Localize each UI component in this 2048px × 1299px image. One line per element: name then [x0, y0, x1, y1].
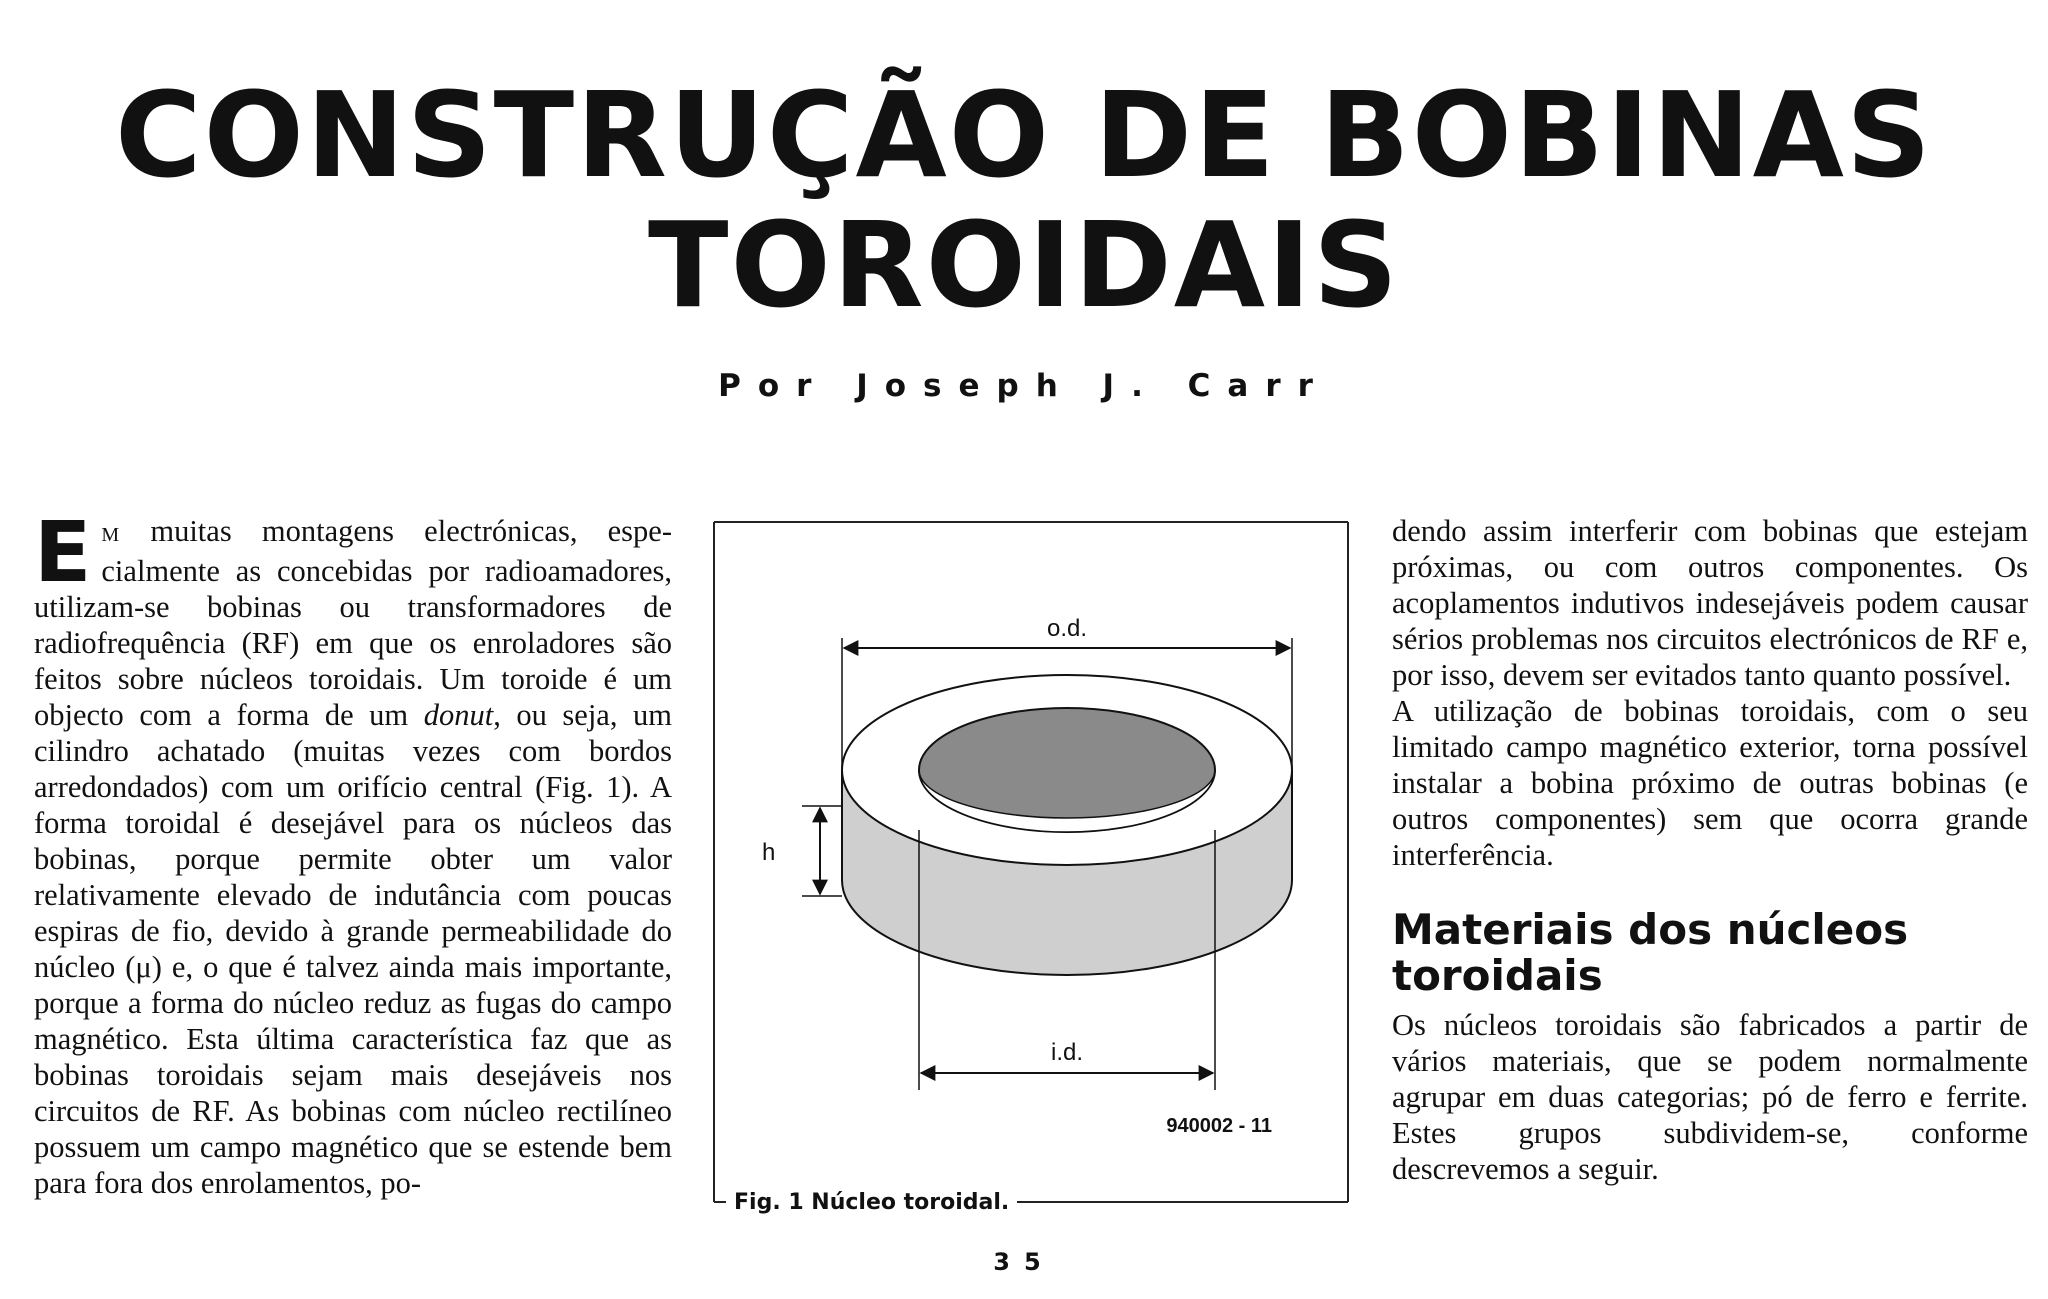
toroid-diagram [712, 520, 1352, 1210]
article-title [0, 66, 2048, 334]
intro-text-italic: donut [423, 698, 494, 732]
intro-paragraph [34, 503, 672, 1201]
section-heading-materials: Materiais dos núcleos toroidais [1392, 905, 1909, 1000]
page-number: 35 [993, 1248, 1055, 1276]
continuation-paragraph: dendo assim interferir com bobinas que estejam próximas, ou com outros componentes. Os acoplamentos indutivos indesejáveis podem causar sérios problemas nos circuitos electrónicos de RF e, por isso, devem ser evitados tanto quanto possível. [1392, 514, 2028, 692]
small-caps-letter: M [101, 524, 121, 546]
column-right [1392, 513, 2028, 1187]
h-label: h [762, 839, 776, 866]
figure-code: 940002 - 11 [1166, 1115, 1272, 1137]
title-line-2: TOROIDAIS [647, 196, 1401, 334]
intro-text-part-1: muitas montagens electrónicas, especialmente as concebidas por radioamadores, utilizam-se bobinas ou transformadores de radiofrequência (RF) em que os enroladores são feitos sobre núcleos toroidais. Um toroide é um objecto com a forma de um [34, 514, 672, 732]
column-left [34, 503, 672, 1201]
figure-caption: Fig. 1 Núcleo toroidal. [726, 1190, 1017, 1215]
id-label: i.d. [1050, 1039, 1084, 1066]
intro-text-part-2: , ou seja, um cilindro achatado (muitas vezes com bordos arredondados) com um orifício central (Fig. 1). A forma toroidal é desejável para os núcleos das bobinas, porque permite obter um valor relativamente elevado de indutância com poucas espiras de fio, devido à grande permeabilidade do núcleo (μ) e, o que é talvez ainda mais importante, porque a forma do núcleo reduz as fugas do campo magnético. Esta última característica faz que as bobinas toroidais sejam mais desejáveis nos circuitos de RF. As bobinas com núcleo rectilíneo possuem um campo magnético que se estende bem para fora dos enrolamentos, po- [34, 698, 672, 1200]
od-label: o.d. [1046, 615, 1088, 642]
author-byline: Por Joseph J. Carr [718, 368, 1330, 404]
drop-cap: E [34, 503, 92, 601]
materials-paragraph: Os núcleos toroidais são fabricados a partir de vários materiais, que se podem normalmente agrupar em duas categorias; pó de ferro e ferrite. Estes grupos subdividem-se, conforme descrevemos a seguir. [1392, 1008, 2028, 1186]
figure-toroid [712, 520, 1352, 1215]
toroid-benefit-paragraph: A utilização de bobinas toroidais, com o seu limitado campo magnético exterior, torna possível instalar a bobina próximo de outras bobinas (e outros componentes) sem que ocorra grande interferência. [1392, 694, 2028, 872]
title-line-1: CONSTRUÇÃO DE BOBINAS [115, 66, 1933, 204]
